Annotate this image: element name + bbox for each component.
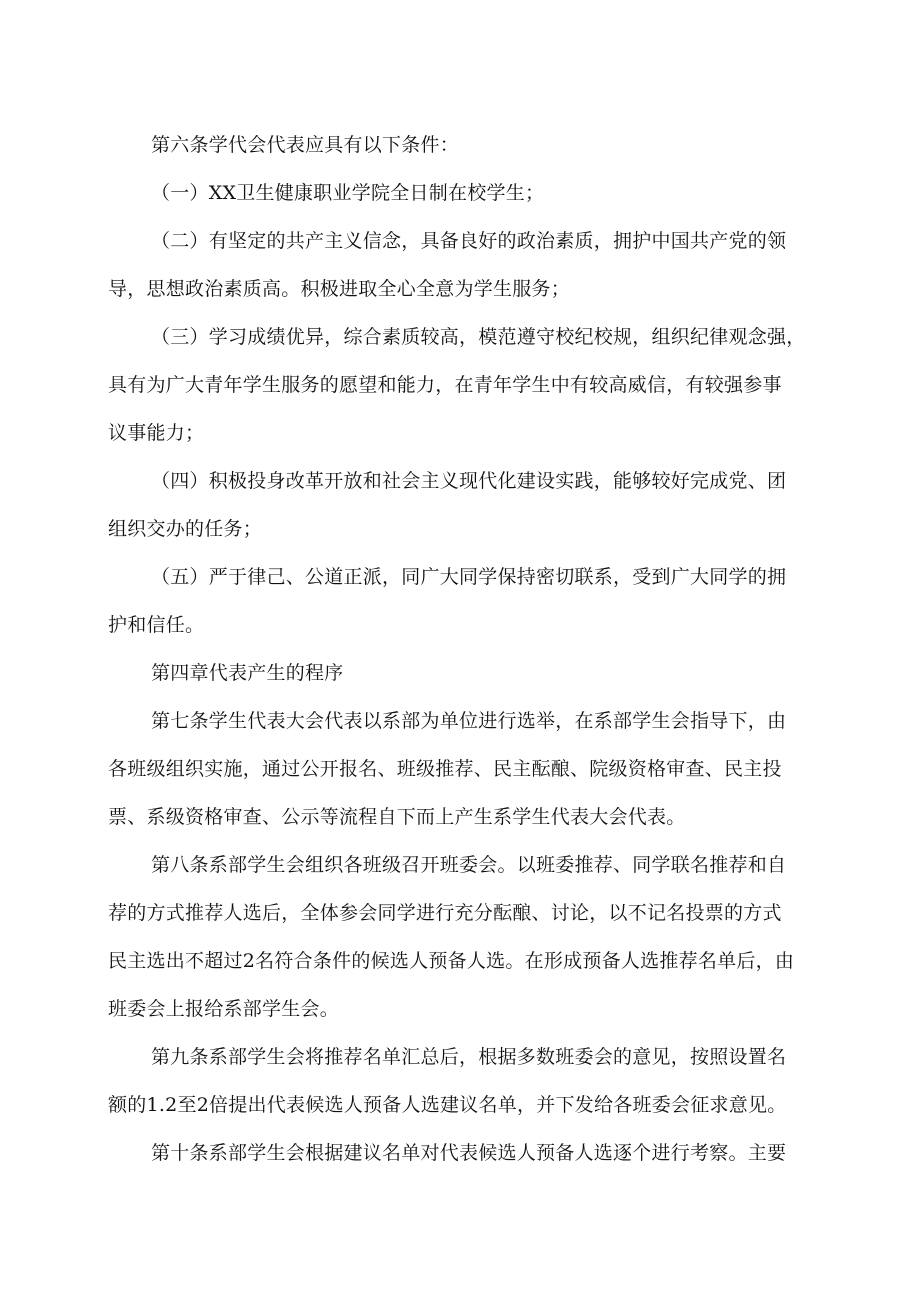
article-8-line-4: 班委会上报给系部学生会。 [108, 998, 340, 1020]
article-8-line-2: 荐的方式推荐人选后，全体参会同学进行充分酝酿、讨论，以不记名投票的方式 [108, 902, 782, 924]
condition-1: （一）XX卫生健康职业学院全日制在校学生； [151, 182, 545, 204]
condition-3-line-2: 具有为广大青年学生服务的愿望和能力，在青年学生中有较高威信，有较强参事 [108, 374, 782, 396]
article-7-line-1: 第七条学生代表大会代表以系部为单位进行选举，在系部学生会指导下，由 [151, 710, 787, 732]
condition-3-line-3: 议事能力； [108, 422, 205, 444]
condition-5-line-2: 护和信任。 [108, 614, 205, 636]
article-8-line-1: 第八条系部学生会组织各班级召开班委会。以班委推荐、同学联名推荐和自 [151, 854, 787, 876]
condition-3-line-1: （三）学习成绩优异，综合素质较高，模范遵守校纪校规，组织纪律观念强， [151, 326, 806, 348]
article-7-line-3: 票、系级资格审查、公示等流程自下而上产生系学生代表大会代表。 [108, 806, 686, 828]
condition-4-line-2: 组织交办的任务； [108, 518, 263, 540]
article-7-line-2: 各班级组织实施，通过公开报名、班级推荐、民主酝酿、院级资格审查、民主投 [108, 758, 782, 780]
condition-2-line-1: （二）有坚定的共产主义信念，具备良好的政治素质，拥护中国共产党的领 [151, 230, 787, 252]
article-9-line-1: 第九条系部学生会将推荐名单汇总后，根据多数班委会的意见，按照设置名 [151, 1046, 787, 1068]
condition-5-line-1: （五）严于律己、公道正派，同广大同学保持密切联系，受到广大同学的拥 [151, 566, 787, 588]
chapter-4-heading: 第四章代表产生的程序 [151, 662, 344, 684]
condition-4-line-1: （四）积极投身改革开放和社会主义现代化建设实践，能够较好完成党、团 [151, 470, 787, 492]
condition-2-line-2: 导，思想政治素质高。积极进取全心全意为学生服务； [108, 278, 571, 300]
article-6-heading: 第六条学代会代表应具有以下条件： [151, 134, 460, 156]
article-8-line-3: 民主选出不超过2名符合条件的候选人预备人选。在形成预备人选推荐名单后，由 [108, 950, 795, 972]
article-10-line-1: 第十条系部学生会根据建议名单对代表候选人预备人选逐个进行考察。主要 [151, 1142, 787, 1164]
article-9-line-2: 额的1.2至2倍提出代表候选人预备人选建议名单，并下发给各班委会征求意见。 [108, 1094, 787, 1116]
